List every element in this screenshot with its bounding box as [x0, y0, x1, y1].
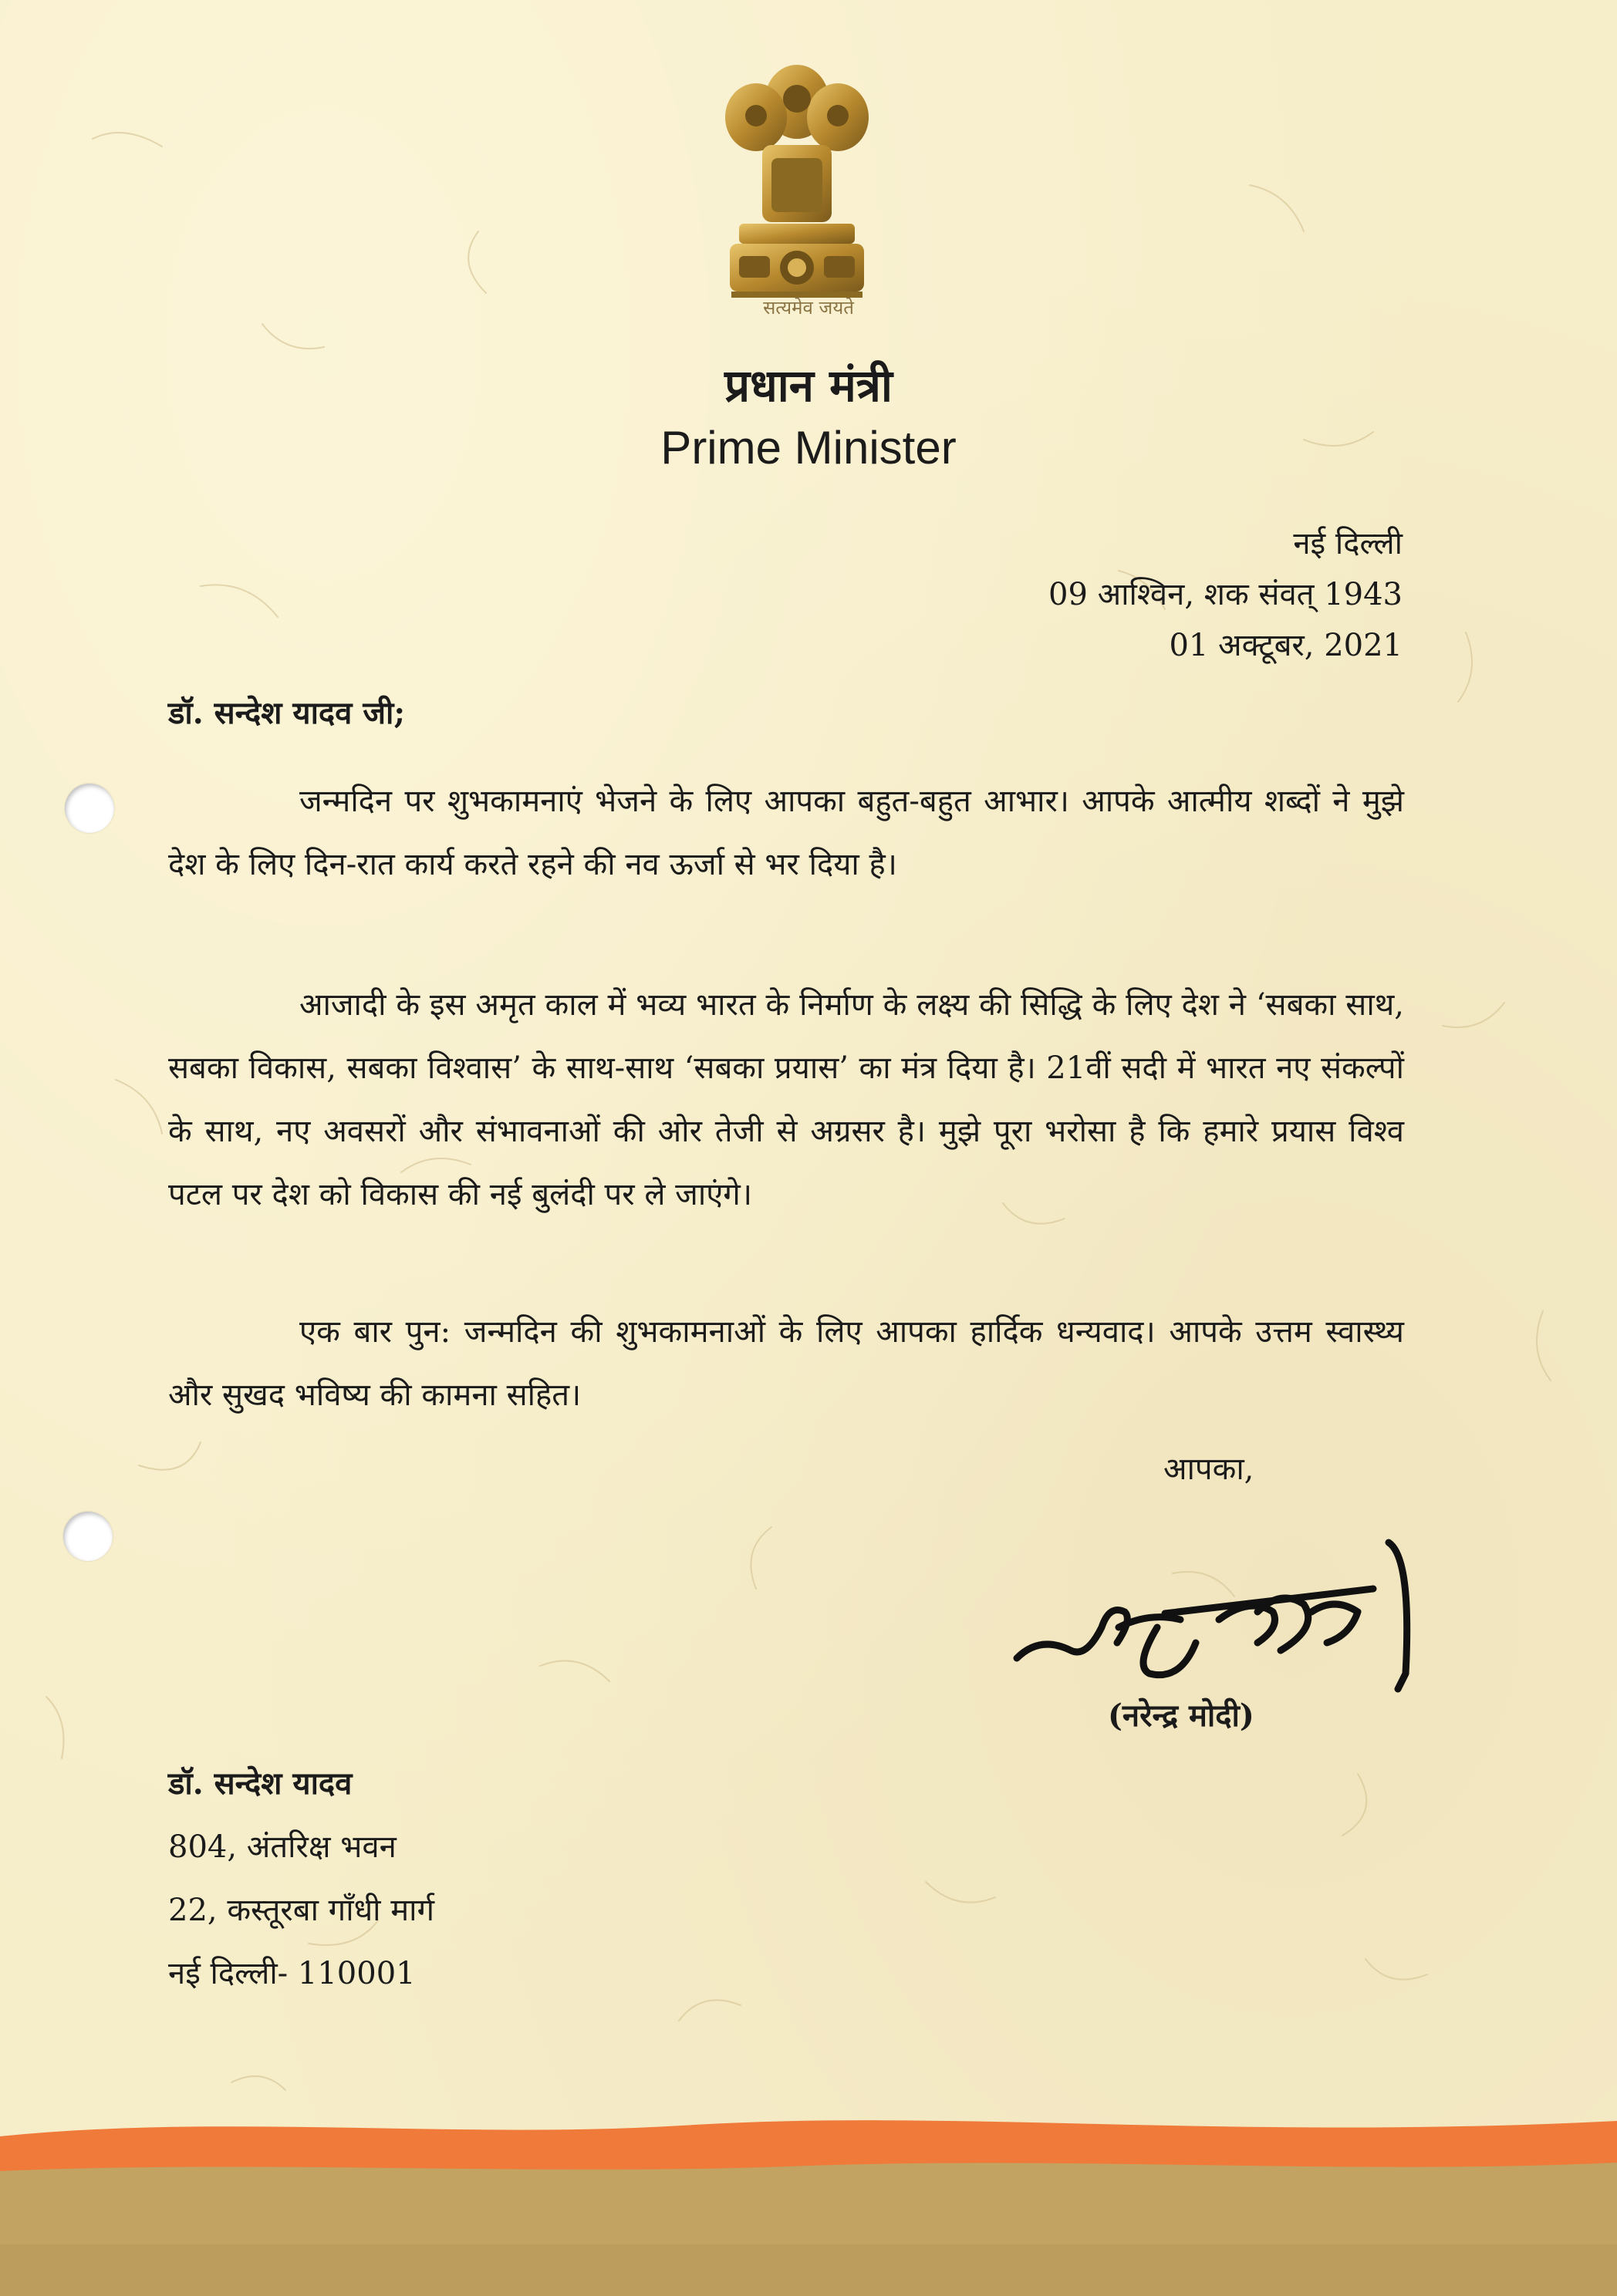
closing: आपका, — [1163, 1451, 1254, 1487]
punch-hole — [65, 784, 114, 833]
gregorian-date: 01 अक्टूबर, 2021 — [1169, 628, 1403, 663]
address-line-2: 22, कस्तूरबा गाँधी मार्ग — [168, 1893, 435, 1928]
recipient-name: डॉ. सन्देश यादव — [168, 1765, 353, 1802]
address-line-1: 804, अंतरिक्ष भवन — [168, 1829, 397, 1865]
signature — [1003, 1504, 1435, 1704]
saka-date: 09 आश्विन, शक संवत् 1943 — [1048, 577, 1403, 612]
body-paragraph-2: आजादी के इस अमृत काल में भव्य भारत के निर्माण के लक्ष्य की सिद्धि के लिए देश ने ‘सबका साथ, सबका विकास, सबका विश्वास’ के साथ-साथ ‘सबका प्रयास’ का मंत्र दिया है। 21वीं सदी में भारत नए संकल्पों के साथ, नए अवसरों और संभावनाओं की ओर तेजी से अग्रसर है। मुझे पूरा भरोसा है कि हमारे प्रयास विश्व पटल पर देश को विकास की नई बुलंदी पर ले जाएंगे। — [168, 987, 1404, 1212]
office-title-english: Prime Minister — [660, 422, 957, 474]
signer-name: (नरेन्द्र मोदी) — [1108, 1698, 1254, 1734]
address-line-3: नई दिल्ली- 110001 — [168, 1956, 416, 1991]
date-block — [1048, 518, 1403, 671]
punch-hole — [63, 1512, 113, 1561]
body-paragraph-1: जन्मदिन पर शुभकामनाएं भेजने के लिए आपका बहुत-बहुत आभार। आपके आत्मीय शब्दों ने मुझे देश के लिए दिन-रात कार्य करते रहने की नव ऊर्जा से भर दिया है। — [168, 784, 1404, 882]
office-title-hindi: प्रधान मंत्री — [724, 359, 893, 412]
emblem-motto: सत्यमेव जयते — [763, 297, 854, 319]
body-paragraph-3: एक बार पुन: जन्मदिन की शुभकामनाओं के लिए आपका हार्दिक धन्यवाद। आपके उत्तम स्वास्थ्य और सुखद भविष्य की कामना सहित। — [168, 1314, 1404, 1413]
recipient-address — [168, 1752, 434, 2005]
footer-border — [0, 2106, 1617, 2296]
salutation: डॉ. सन्देश यादव जी; — [168, 695, 406, 731]
place: नई दिल्ली — [1293, 526, 1403, 561]
